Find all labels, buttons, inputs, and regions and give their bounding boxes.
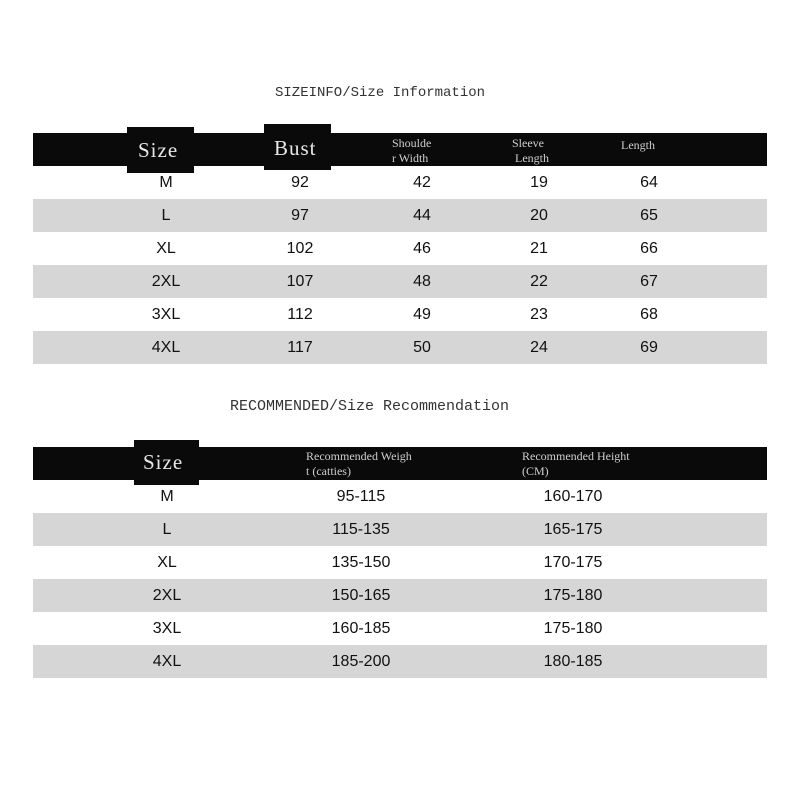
cell-bust: 97	[291, 207, 309, 224]
cell-size: XL	[156, 240, 176, 257]
cell-shoulder: 48	[413, 273, 431, 290]
cell-size: M	[160, 488, 174, 505]
cell-size: 4XL	[152, 653, 182, 670]
cell-length: 64	[640, 174, 658, 191]
cell-length: 65	[640, 207, 658, 224]
table-row	[33, 612, 767, 645]
cell-size: M	[159, 174, 173, 191]
cell-height: 175-180	[543, 587, 603, 604]
cell-height: 175-180	[543, 620, 603, 637]
table-row	[33, 480, 767, 513]
cell-length: 68	[640, 306, 658, 323]
header-size: Size	[138, 138, 179, 162]
header-size-2: Size	[143, 450, 184, 474]
table-row	[33, 546, 767, 579]
table-row	[33, 513, 767, 546]
cell-size: XL	[157, 554, 177, 571]
cell-height: 170-175	[543, 554, 603, 571]
cell-bust: 92	[291, 174, 309, 191]
size-info-title: SIZEINFO/Size Information	[275, 85, 486, 101]
table-row	[33, 232, 767, 265]
cell-size: L	[162, 521, 172, 538]
cell-length: 69	[640, 339, 658, 356]
size-recommendation-title: RECOMMENDED/Size Recommendation	[230, 398, 510, 415]
cell-size: 3XL	[151, 306, 181, 323]
cell-size: 2XL	[151, 273, 181, 290]
cell-weight: 135-150	[331, 554, 391, 571]
cell-shoulder: 42	[413, 174, 431, 191]
cell-weight: 95-115	[336, 488, 386, 505]
cell-sleeve: 19	[530, 174, 548, 191]
header-length: Length	[621, 138, 655, 152]
cell-weight: 115-135	[332, 521, 390, 538]
cell-shoulder: 50	[413, 339, 431, 356]
cell-sleeve: 20	[530, 207, 548, 224]
table-row	[33, 645, 767, 678]
cell-bust: 107	[286, 273, 314, 290]
cell-bust: 112	[287, 306, 313, 323]
header-bust: Bust	[274, 136, 317, 160]
cell-sleeve: 21	[530, 240, 548, 257]
cell-size: L	[161, 207, 171, 224]
cell-weight: 150-165	[331, 587, 391, 604]
cell-shoulder: 46	[413, 240, 431, 257]
cell-shoulder: 44	[413, 207, 431, 224]
cell-height: 160-170	[543, 488, 603, 505]
table-row	[33, 331, 767, 364]
header-shoulder-width: Shoulde r Width	[392, 136, 432, 165]
header-recommended-weight: Recommended Weigh t (catties)	[306, 449, 412, 478]
cell-height: 165-175	[543, 521, 603, 538]
table-row	[33, 579, 767, 612]
cell-weight: 160-185	[331, 620, 391, 637]
cell-size: 2XL	[152, 587, 182, 604]
header-recommended-height: Recommended Height (CM)	[522, 449, 630, 478]
table-row	[33, 298, 767, 331]
cell-size: 4XL	[151, 339, 181, 356]
cell-sleeve: 22	[530, 273, 548, 290]
cell-size: 3XL	[152, 620, 182, 637]
table-row	[33, 166, 767, 199]
cell-bust: 102	[286, 240, 314, 257]
cell-height: 180-185	[543, 653, 603, 670]
cell-sleeve: 23	[530, 306, 548, 323]
cell-length: 67	[640, 273, 658, 290]
cell-length: 66	[640, 240, 658, 257]
cell-weight: 185-200	[331, 653, 391, 670]
table-row	[33, 199, 767, 232]
cell-shoulder: 49	[413, 306, 431, 323]
header-sleeve-length: Sleeve Length	[512, 136, 549, 165]
table-row	[33, 265, 767, 298]
cell-sleeve: 24	[530, 339, 548, 356]
cell-bust: 117	[287, 339, 313, 356]
